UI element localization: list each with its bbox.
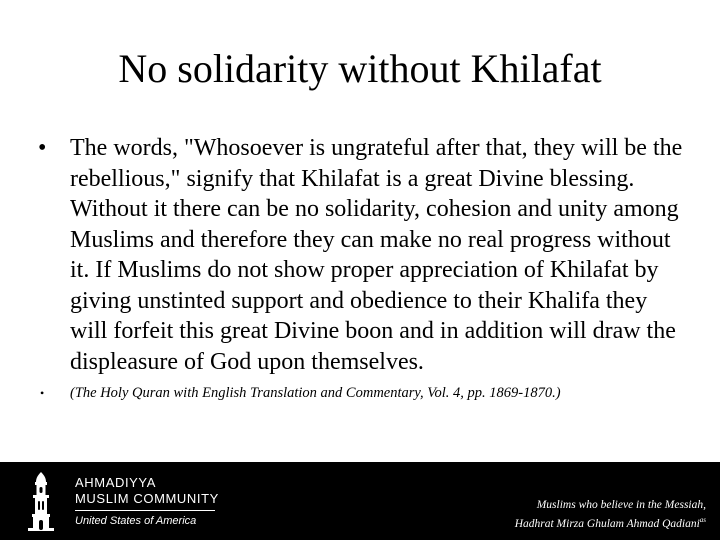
bullet-item-main bbox=[38, 133, 688, 377]
motto-block bbox=[515, 498, 706, 532]
footer-banner bbox=[0, 462, 720, 540]
org-country: United States of America bbox=[75, 515, 197, 527]
org-divider bbox=[75, 510, 215, 511]
org-name-block bbox=[75, 475, 219, 528]
minaret-logo-icon bbox=[22, 470, 60, 532]
motto-line1: Muslims who believe in the Messiah, bbox=[536, 499, 706, 511]
org-name-line1: AHMADIYYA bbox=[75, 475, 157, 490]
citation-text: (The Holy Quran with English Translation and Commentary, Vol. 4, pp. 1869-1870.) bbox=[70, 385, 561, 401]
bullet-text: The words, "Whosoever is ungrateful after that, they will be the rebellious," signify that Khilafat is a great Divine blessing. Without it there can be no solidarity, cohesion and unity among Muslims and therefore they can make no real progress without it. If Muslims do not show proper appreciation of Khilafat by giving unstinted support and obedience to their Khalifa they will forfeit this great Divine boon and in addition will draw the displeasure of God upon themselves. bbox=[70, 135, 683, 375]
bullet-marker: • bbox=[38, 135, 47, 161]
org-name-line2: MUSLIM COMMUNITY bbox=[75, 491, 219, 506]
motto-line2: Hadhrat Mirza Ghulam Ahmad Qadiani$^{as}$ bbox=[514, 516, 706, 530]
motto-suffix: as bbox=[699, 516, 706, 524]
bullet-item-citation bbox=[38, 383, 688, 403]
slide-title: No solidarity without Khilafat bbox=[118, 46, 602, 91]
bullet-marker: • bbox=[40, 386, 45, 400]
bullet-list bbox=[38, 133, 688, 403]
